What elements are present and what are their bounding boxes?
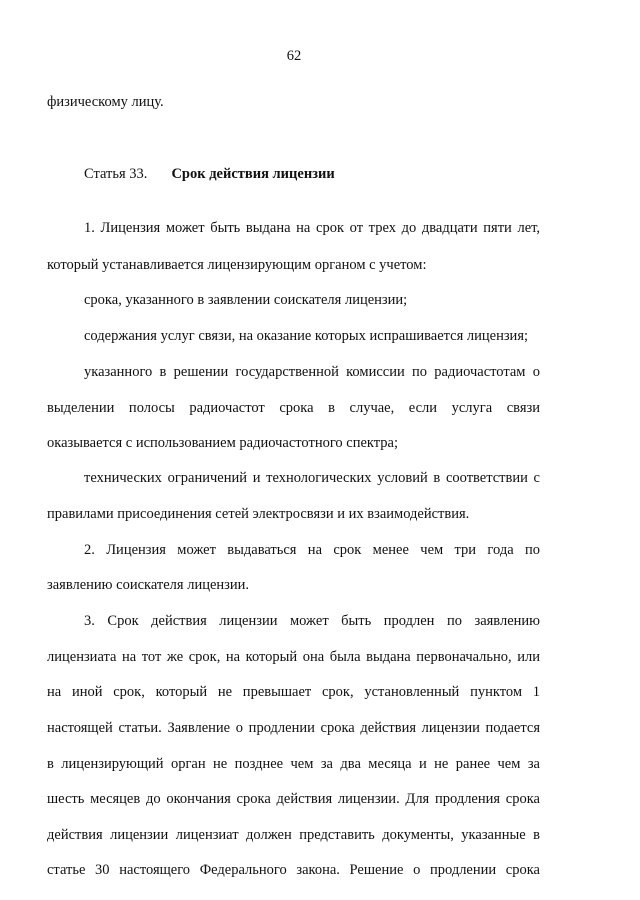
text-line-6: указанного в решении государственной комиссии по радиочастотам о: [84, 364, 540, 380]
article-number: Статья 33.: [84, 166, 148, 182]
article-title: Срок действия лицензии: [171, 166, 335, 182]
text-line-16: настоящей статьи. Заявление о продлении срока действия лицензии подается: [47, 720, 540, 736]
text-line-10: правилами присоединения сетей электросвязи и их взаимодействия.: [47, 506, 470, 522]
text-line-5: содержания услуг связи, на оказание которых испрашивается лицензия;: [84, 328, 529, 344]
text-line-17: в лицензирующий орган не позднее чем за два месяца и не ранее чем за: [47, 756, 540, 772]
page-number: 62: [286, 48, 302, 64]
text-line-4: срока, указанного в заявлении соискателя лицензии;: [84, 292, 408, 308]
text-line-18: шесть месяцев до окончания срока действия лицензии. Для продления срока: [47, 791, 540, 807]
article-heading: [84, 164, 335, 184]
text-line-9: технических ограничений и технологических условий в соответствии с: [84, 470, 540, 486]
text-line-1: физическому лицу.: [47, 94, 164, 110]
text-line-3: который устанавливается лицензирующим органом с учетом:: [47, 257, 427, 273]
text-line-19: действия лицензии лицензиат должен представить документы, указанные в: [47, 827, 540, 843]
text-line-15: на иной срок, который не превышает срок, установленный пунктом 1: [47, 684, 540, 700]
text-line-14: лицензиата на тот же срок, на который она была выдана первоначально, или: [47, 649, 540, 665]
text-line-7: выделении полосы радиочастот срока в случае, если услуга связи: [47, 400, 540, 416]
text-line-8: оказывается с использованием радиочастотного спектра;: [47, 435, 399, 451]
text-line-11: 2. Лицензия может выдаваться на срок менее чем три года по: [84, 542, 540, 558]
text-line-13: 3. Срок действия лицензии может быть продлен по заявлению: [84, 613, 540, 629]
text-line-12: заявлению соискателя лицензии.: [47, 577, 250, 593]
text-line-20: статье 30 настоящего Федерального закона. Решение о продлении срока: [47, 862, 540, 878]
text-line-2: 1. Лицензия может быть выдана на срок от трех до двадцати пяти лет,: [84, 220, 540, 236]
